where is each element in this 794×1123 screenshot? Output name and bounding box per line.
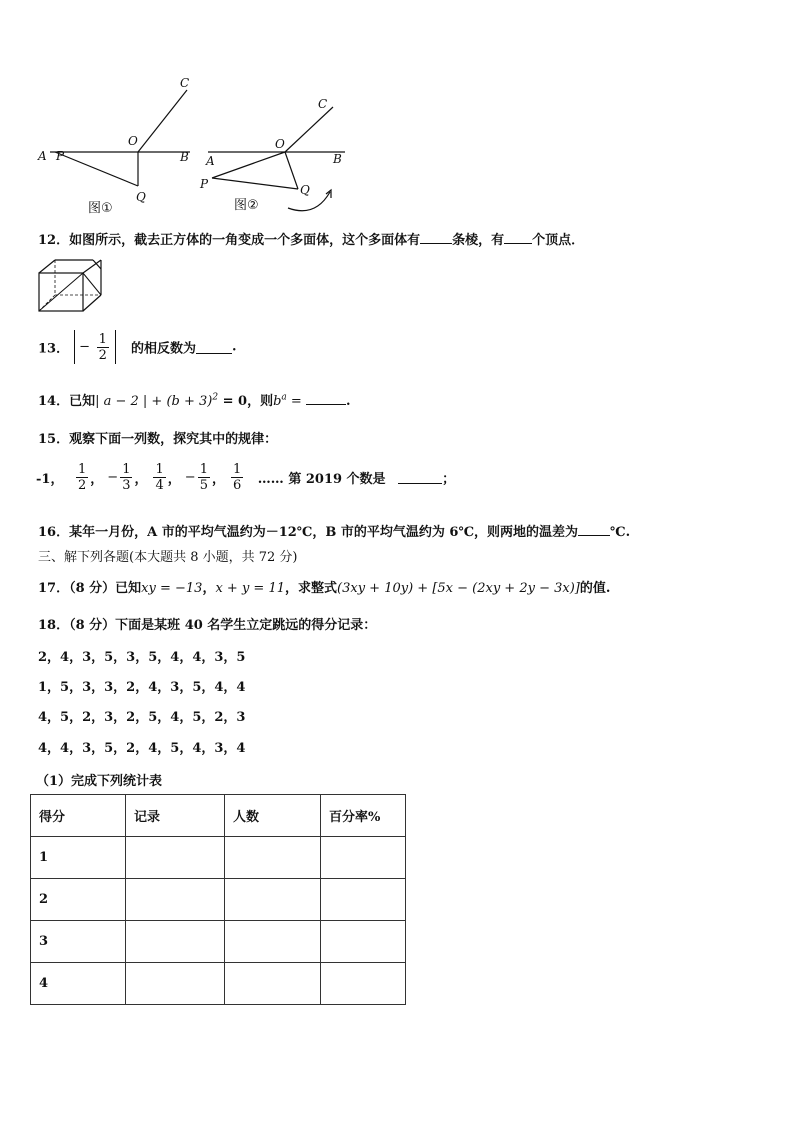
seq-first: -1， <box>36 472 64 487</box>
header-percent: 百分率% <box>321 795 406 837</box>
abs-bar-right <box>115 330 116 364</box>
q12-text-2: 条棱，有 <box>452 233 505 248</box>
header-record: 记录 <box>126 795 225 837</box>
q17-c1: xy = −13 <box>141 581 203 596</box>
q18-row-4: 4，4，3，5，2，4，5，4，3，4 <box>38 741 246 756</box>
q14-num: 14．已知 <box>38 394 96 409</box>
q14-blank[interactable] <box>306 392 346 405</box>
q14-exp: 2 <box>212 392 219 403</box>
header-count: 人数 <box>225 795 321 837</box>
question-18: 18．（8 分）下面是某班 40 名学生立定跳远的得分记录： <box>38 618 377 633</box>
seq-blank[interactable] <box>398 471 442 484</box>
count-cell[interactable] <box>225 837 321 879</box>
figure-1 <box>30 70 200 220</box>
q13-fraction: $\frac{1}{2}$ <box>98 331 107 363</box>
seq-end: ； <box>442 472 456 487</box>
q14-expr: | a − 2 | + (b + 3) <box>95 394 213 409</box>
fig1-label-o: O <box>128 134 138 148</box>
section-3-heading: 三、解下列各题(本大题共 8 小题，共 72 分) <box>38 550 298 565</box>
q16-text: 16．某年一月份，A 市的平均气温约为－12℃，B 市的平均气温约为 6℃，则两地的温差为 <box>38 525 579 540</box>
q13-num: 13． <box>38 341 70 357</box>
fig2-caption: 图② <box>234 198 259 213</box>
score-cell: 1 <box>31 837 126 879</box>
fig2-label-o: O <box>275 137 285 151</box>
fig1-label-a: A <box>38 149 47 163</box>
q18-sub-1: （1）完成下列统计表 <box>36 774 163 789</box>
line-pq <box>55 152 138 186</box>
count-cell[interactable] <box>225 921 321 963</box>
fig2-label-c: C <box>318 97 328 111</box>
q12-text-1: 12．如图所示，截去正方体的一角变成一个多面体，这个多面体有 <box>38 233 421 248</box>
q13-blank[interactable] <box>196 341 232 354</box>
seq-term: $\frac{1}{6}$ <box>232 462 242 493</box>
q18-row-2: 1，5，3，3，2，4，3，5，4，4 <box>38 680 246 695</box>
question-17 <box>38 577 610 596</box>
fig2-label-p: P <box>200 177 209 191</box>
q13-sign: − <box>79 339 91 355</box>
question-12 <box>38 229 584 248</box>
table-row <box>31 879 406 921</box>
percent-cell[interactable] <box>321 963 406 1005</box>
score-cell: 4 <box>31 963 126 1005</box>
fig2-label-b: B <box>333 152 342 166</box>
record-cell[interactable] <box>126 921 225 963</box>
q17-c2: x + y = 11 <box>215 581 286 596</box>
q14-b: b <box>273 394 282 409</box>
seq-term: − $\frac{1}{5}$ ， <box>184 462 225 493</box>
sequence-line <box>36 462 455 493</box>
question-16 <box>38 521 630 540</box>
q17-expr: (3xy + 10y) + [5x − (2xy + 2y − 3x)] <box>337 581 580 596</box>
header-score: 得分 <box>31 795 126 837</box>
q14-expr2: = 0，则 <box>218 394 274 409</box>
q17-text: ，求整式 <box>285 581 338 596</box>
fig1-label-b: B <box>180 150 189 164</box>
line-oc <box>285 107 333 152</box>
figure-2 <box>200 90 350 220</box>
seq-items <box>74 462 249 493</box>
cube-figure <box>35 255 105 315</box>
line-oq <box>285 152 298 189</box>
seq-term: $\frac{1}{2}$ ， <box>77 462 104 493</box>
question-13 <box>38 330 236 364</box>
q14-eq: = <box>286 394 306 409</box>
q12-blank-vertices[interactable] <box>504 231 532 244</box>
fig2-label-a: A <box>206 154 215 168</box>
fig1-label-c: C <box>180 76 190 90</box>
line-op <box>212 152 285 178</box>
record-cell[interactable] <box>126 879 225 921</box>
count-cell[interactable] <box>225 879 321 921</box>
q17-sep: ， <box>202 581 216 596</box>
table-row <box>31 837 406 879</box>
q16-blank[interactable] <box>578 523 610 536</box>
question-15: 15．观察下面一列数，探究其中的规律： <box>38 432 278 447</box>
fig2-label-q: Q <box>300 183 310 197</box>
score-cell: 2 <box>31 879 126 921</box>
q17-num: 17．（8 分）已知 <box>38 581 142 596</box>
q12-blank-edges[interactable] <box>420 231 452 244</box>
q13-text: 的相反数为 <box>130 341 196 357</box>
table-row <box>31 921 406 963</box>
q14-a: a <box>281 392 287 403</box>
seq-term: − $\frac{1}{3}$ ， <box>107 462 148 493</box>
record-cell[interactable] <box>126 837 225 879</box>
record-cell[interactable] <box>126 963 225 1005</box>
score-cell: 3 <box>31 921 126 963</box>
q18-row-1: 2，4，3，5，3，5，4，4，3，5 <box>38 650 246 665</box>
fig1-caption: 图① <box>88 201 113 216</box>
fig1-label-p: P <box>56 149 65 163</box>
question-14 <box>38 390 351 409</box>
q12-text-3: 个顶点． <box>532 233 585 248</box>
q16-end: ℃. <box>610 525 631 540</box>
count-cell[interactable] <box>225 963 321 1005</box>
seq-term: $\frac{1}{4}$ ， <box>155 462 181 493</box>
abs-bar-left <box>74 330 75 364</box>
stat-table <box>30 794 406 1005</box>
table-header-row <box>31 795 406 837</box>
percent-cell[interactable] <box>321 837 406 879</box>
q18-row-3: 4，5，2，3，2，5，4，5，2，3 <box>38 710 246 725</box>
table-row <box>31 963 406 1005</box>
q13-end: . <box>231 339 237 355</box>
line-pq <box>212 178 298 189</box>
line-oc <box>138 90 187 152</box>
seq-tail: …… 第 2019 个数是 <box>257 472 386 487</box>
q17-end: 的值. <box>579 581 611 596</box>
percent-cell[interactable] <box>321 879 406 921</box>
percent-cell[interactable] <box>321 921 406 963</box>
q14-end: . <box>345 394 351 409</box>
fig1-label-q: Q <box>136 190 146 204</box>
